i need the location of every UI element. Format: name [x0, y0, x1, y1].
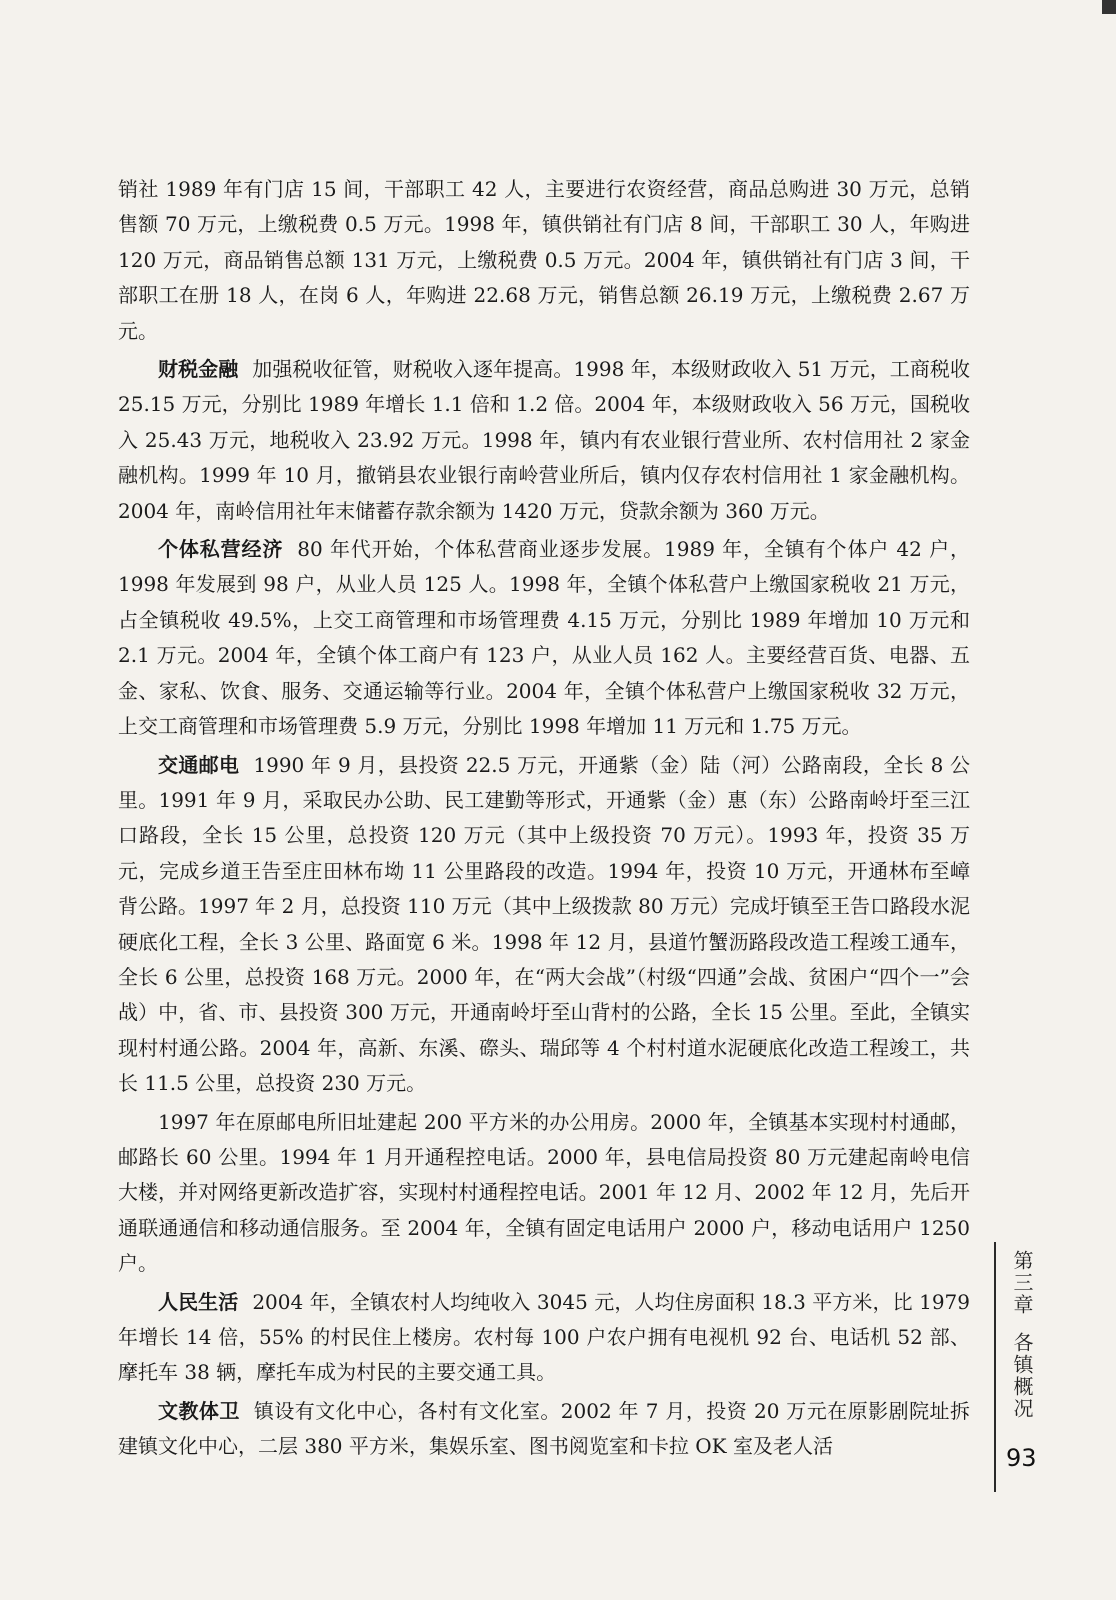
scan-corner-mark	[1102, 0, 1116, 14]
section-culture	[118, 1394, 970, 1465]
section-living	[118, 1285, 970, 1391]
section-text: 镇设有文化中心，各村有文化室。2002 年 7 月，投资 20 万元在原影剧院址拆建镇文化中心，二层 380 平方米，集娱乐室、图书阅览室和卡拉 OK 室及老人活	[118, 1398, 971, 1459]
page-number: 93	[1006, 1444, 1037, 1472]
section-transport	[118, 748, 970, 1102]
chapter-title: 第三章	[1010, 1250, 1034, 1316]
section-text: 加强税收征管，财税收入逐年提高。1998 年，本级财政收入 51 万元，工商税收 25.15 万元，分别比 1989 年增长 1.1 倍和 1.2 倍。2004 年，本级财政收入 56 万元，国税收入 25.43 万元，地税收入 23.92 万元。1998 年，镇内有农业银行营业所、农村信用社 2 家金融机构。1999 年 10 月，撤销县农业银行南岭营业所后，镇内仅存农村信用社 1 家金融机构。2004 年，南岭信用社年末储蓄存款余额为 1420 万元，贷款余额为 360 万元。	[118, 357, 971, 523]
body-text	[118, 172, 970, 1468]
paragraph-supply-coop	[118, 172, 970, 349]
section-heading: 人民生活	[158, 1289, 239, 1314]
section-heading: 文教体卫	[158, 1398, 240, 1423]
section-finance	[118, 352, 970, 529]
paragraph-text: 销社 1989 年有门店 15 间，干部职工 42 人，主要进行农资经营，商品总购进 30 万元，总销售额 70 万元，上缴税费 0.5 万元。1998 年，镇供销社有门店 8 间，干部职工 30 人，年购进 120 万元，商品销售总额 131 万元，上缴税费 0.5 万元。2004 年，镇供销社有门店 3 间，干部职工在册 18 人，在岗 6 人，年购进 22.68 万元，销售总额 26.19 万元，上缴税费 2.67 万元。	[118, 177, 970, 343]
section-text: 80 年代开始，个体私营商业逐步发展。1989 年，全镇有个体户 42 户，1998 年发展到 98 户，从业人员 125 人。1998 年，全镇个体私营户上缴国家税收 21 万元，占全镇税收 49.5%，上交工商管理和市场管理费 4.15 万元，分别比 1989 年增加 10 万元和 2.1 万元。2004 年，全镇个体工商户有 123 户，从业人员 162 人。主要经营百货、电器、五金、家私、饮食、服务、交通运输等行业。2004 年，全镇个体私营户上缴国家税收 32 万元，上交工商管理和市场管理费 5.9 万元，分别比 1998 年增加 11 万元和 1.75 万元。	[118, 537, 970, 739]
side-divider	[994, 1242, 996, 1492]
section-post-telecom	[118, 1105, 970, 1282]
section-heading: 财税金融	[158, 357, 239, 382]
section-text: 1990 年 9 月，县投资 22.5 万元，开通紫（金）陆（河）公路南段，全长 8 公里。1991 年 9 月，采取民办公助、民工建勤等形式，开通紫（金）惠（东）公路南岭圩至三江口路段，全长 15 公里，总投资 120 万元（其中上级投资 70 万元）。1993 年，投资 35 万元，完成乡道王告至庄田林布坳 11 公里路段的改造。1994 年，投资 10 万元，开通林布至嶂背公路。1997 年 2 月，总投资 110 万元（其中上级拨款 80 万元）完成圩镇至王告口路段水泥硬底化工程，全长 3 公里、路面宽 6 米。1998 年 12 月，县道竹蟹沥路段改造工程竣工通车，全长 6 公里，总投资 168 万元。2000 年，在“两大会战”（村级“四通”会战、贫困户“四个一”会战）中，省、市、县投资 300 万元，开通南岭圩至山背村的公路，全长 15 公里。至此，全镇实现村村通公路。2004 年，高新、东溪、磜头、瑞邱等 4 个村村道水泥硬底化改造工程竣工，共长 11.5 公里，总投资 230 万元。	[118, 752, 971, 1096]
section-heading: 个体私营经济	[158, 537, 284, 562]
section-text: 1997 年在原邮电所旧址建起 200 平方米的办公用房。2000 年，全镇基本实现村村通邮，邮路长 60 公里。1994 年 1 月开通程控电话。2000 年，县电信局投资 80 万元建起南岭电信大楼，并对网络更新改造扩容，实现村村通程控电话。2001 年 12 月、2002 年 12 月，先后开通联通通信和移动通信服务。至 2004 年，全镇有固定电话用户 2000 户，移动电话用户 1250 户。	[118, 1109, 970, 1276]
section-private-economy	[118, 532, 970, 744]
section-text: 2004 年，全镇农村人均纯收入 3045 元，人均住房面积 18.3 平方米，比 1979 年增长 14 倍，55% 的村民住上楼房。农村每 100 户农户拥有电视机 92 台、电话机 52 部、摩托车 38 辆，摩托车成为村民的主要交通工具。	[118, 1289, 970, 1385]
section-heading: 交通邮电	[158, 752, 240, 777]
chapter-label	[1010, 1250, 1034, 1420]
section-title: 各镇概况	[1010, 1332, 1034, 1420]
